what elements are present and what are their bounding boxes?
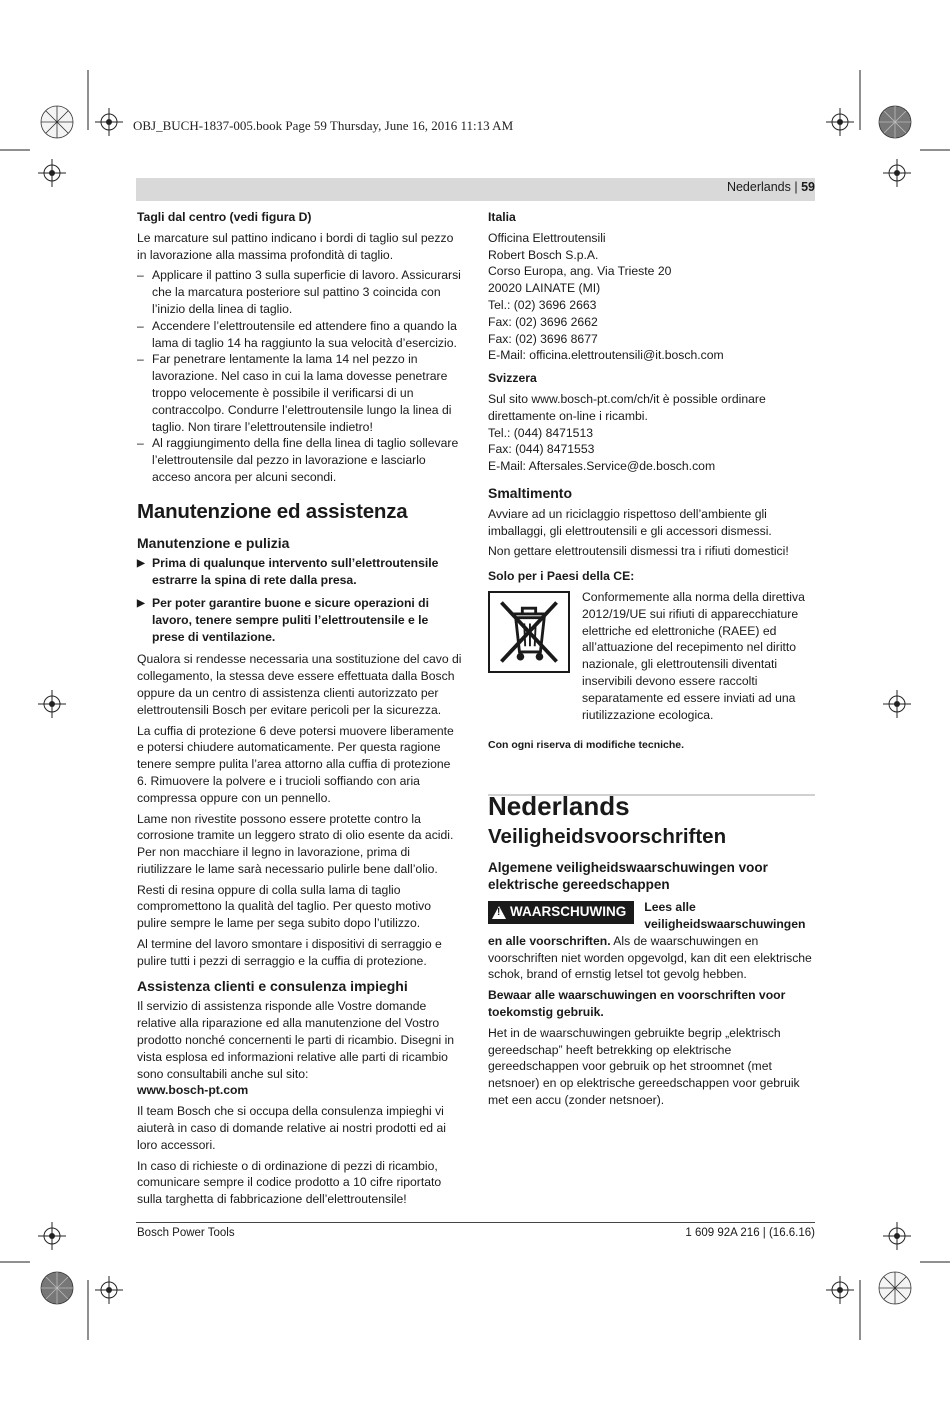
section-title: Veiligheidsvoorschriften [488,824,727,848]
page-number: 59 [801,180,815,194]
list-item: – Far penetrare lentamente la lama 14 nel pezzo in lavorazione. Nel caso in cui la lama dovesse penetrare troppo velocemente è possibile il verificarsi di un contraccolpo. Condurre l’elettroutensile lungo la linea di taglio. Non tirare l’elettroutensile indietro! [137,351,463,435]
section-heading: Solo per i Paesi della CE: [488,569,635,584]
paragraph: Al termine del lavoro smontare i dispositivi di serraggio e pulire tutti i pezzi di serraggio e la cuffia di protezione. [137,937,442,968]
warning-badge [488,901,634,924]
footer-brand: Bosch Power Tools [137,1227,235,1239]
instruction-bold: Bewaar alle waarschuwingen en voorschriften voor toekomstig gebruik. [488,988,786,1020]
email-line[interactable]: E-Mail: officina.elettroutensili@it.bosch.com [488,348,724,363]
email-line[interactable]: E-Mail: Aftersales.Service@de.bosch.com [488,459,716,474]
phone-line: Tel.: (044) 8471513 [488,425,594,440]
subsection-title: Manutenzione e pulizia [137,534,290,551]
language-title: Nederlands [488,791,630,822]
address-block [488,391,815,475]
weee-block [488,589,815,723]
left-column [137,209,463,1212]
country-heading: Italia [488,210,516,224]
right-column [488,209,815,1113]
safety-bullet: ▶ Per poter garantire buone e sicure operazioni di lavoro, tenere sempre puliti l’elettroutensile e le prese di ventilazione. [137,595,463,645]
paragraph: Resti di resina oppure di colla sulla lama di taglio compromettono la qualità del taglio. Per questo motivo pulire sempre le lame per sega subito dopo l’utilizzo. [137,882,432,931]
country-heading: Svizzera [488,371,537,386]
subsection-title: Smaltimento [488,484,573,501]
fax-line: Fax: (02) 3696 2662 [488,314,598,329]
safety-bullet: ▶ Prima di qualunque intervento sull’elettroutensile estrarre la spina di rete dalla presa. [137,555,463,589]
address-line: 20020 LAINATE (MI) [488,281,601,296]
header-bar [136,178,815,201]
footer-code: 1 609 92A 216 | (16.6.16) [685,1227,815,1239]
address-line: Robert Bosch S.p.A. [488,247,599,262]
list-item: – Al raggiungimento della fine della linea di taglio sollevare l’elettroutensile dal pezzo in lavorazione e lasciarlo acceso ancora per alcuni secondi. [137,435,463,485]
page-header [727,180,815,194]
paragraph: Le marcature sul pattino indicano i bordi di taglio sul pezzo in lavorazione alla massima profondità di taglio. [137,230,454,262]
subsection-title: Algemene veiligheidswaarschuwingen voor elektrische gereedschappen [488,859,768,892]
book-info-line: OBJ_BUCH-1837-005.book Page 59 Thursday, June 16, 2016 11:13 AM [133,118,514,133]
paragraph: Lame non rivestite possono essere protette contro la corrosione tramite un leggero strato di olio esente da acidi. Per non macchiare il legno in lavorazione, prima di riutilizzare le lame sarà necessario pulirle bene dall’olio. [137,811,454,876]
website-link[interactable]: www.bosch-pt.com [137,1083,249,1098]
header-section: Nederlands [726,180,791,194]
section-heading: Tagli dal centro (vedi figura D) [137,210,312,224]
paragraph: Qualora si rendesse necessaria una sostituzione del cavo di collegamento, la stessa deve essere effettuata dalla Bosch oppure da un centro di assistenza clienti autorizzato per elettroutensili Bosch per evitare pericoli per la sicurezza. [137,652,462,717]
language-heading [488,791,815,822]
address-line: Officina Elettroutensili [488,230,606,245]
fax-line: Fax: (02) 3696 8677 [488,331,598,346]
fax-line: Fax: (044) 8471553 [488,442,595,457]
footer-rule [136,1222,815,1223]
paragraph: Avviare ad un riciclaggio rispettoso dell’ambiente gli imballaggi, gli elettroutensili e gli accessori dismessi. [488,506,772,538]
header-separator: | [794,180,798,194]
paragraph: Het in de waarschuwingen gebruikte begrip „elektrisch gereedschap” heeft betrekking op elektrische gereedschappen voor gebruik op het stroomnet (met netsnoer) en op elektrische gereedschappen voor gebruik met een accu (zonder netsnoer). [488,1025,800,1108]
paragraph: Non gettare elettroutensili dismessi tra i rifiuti domestici! [488,544,789,559]
subsection-title: Assistenza clienti e consulenza impieghi [137,977,408,994]
warning-triangle-icon: ! [492,906,506,919]
address-line: Sul sito www.bosch-pt.com/ch/it è possible ordinare direttamente on-line i ricambi. [488,391,766,423]
warning-text: Als de waarschuwingen en voorschriften niet worden opgevolgd, kan dit een elektrische schok, brand of ernstig letsel tot gevolg hebben. [488,933,812,982]
warning-badge-label: WAARSCHUWING [510,904,627,920]
section-title: Manutenzione ed assistenza [137,499,408,523]
warning-block [488,899,815,983]
paragraph: In caso di richieste o di ordinazione di pezzi di ricambio, comunicare sempre il codice prodotto a 10 cifre riportato sulla targhetta di fabbricazione dell’elettroutensile! [137,1158,442,1207]
paragraph: Il servizio di assistenza risponde alle Vostre domande relative alla riparazione ed alla manutenzione del Vostro prodotto nonché concernenti le parti di ricambio. Disegni in vista esplosa ed informazioni relative alle parti di ricambio sono consultabili anche sul sito: [137,999,455,1081]
list-item: – Applicare il pattino 3 sulla superficie di lavoro. Assicurarsi che la marcatura posteriore sul pattino 3 coincida con l’inizio della linea di taglio. [137,267,463,317]
address-block [488,230,815,364]
paragraph: La cuffia di protezione 6 deve potersi muovere liberamente e potersi chiudere automaticamente. Per questa ragione tenere sempre pulita l’area attorno alla cuffia di protezione 6. Rimuovere la polvere e i trucioli soffiando con aria compressa oppure con un pennello. [137,723,454,805]
paragraph: Il team Bosch che si occupa della consulenza impieghi vi aiuterà in caso di domande relative ai nostri prodotti ed ai loro accessori. [137,1104,446,1152]
address-line: Corso Europa, ang. Via Trieste 20 [488,264,672,279]
list-item: – Accendere l’elettroutensile ed attendere fino a quando la lama di taglio 14 ha raggiunto la sua velocità d’esercizio. [137,318,463,352]
footnote: Con ogni riserva di modifiche tecniche. [488,739,685,752]
weee-text: Conformemente alla norma della direttiva 2012/19/UE sui rifiuti di apparecchiature elettriche ed elettroniche (RAEE) ed all’attuazione del recepimento nel diritto nazionale, gli elettroutensili diventati inservibili devono essere raccolti separatamente ed essere inviati ad una riutilizzazione ecologica. [582,589,805,722]
crossed-bin-icon [488,591,570,673]
warning-bold-text: Lees alle veiligheidswaarschuwingen en alle voorschriften. [488,900,806,948]
phone-line: Tel.: (02) 3696 2663 [488,297,597,312]
